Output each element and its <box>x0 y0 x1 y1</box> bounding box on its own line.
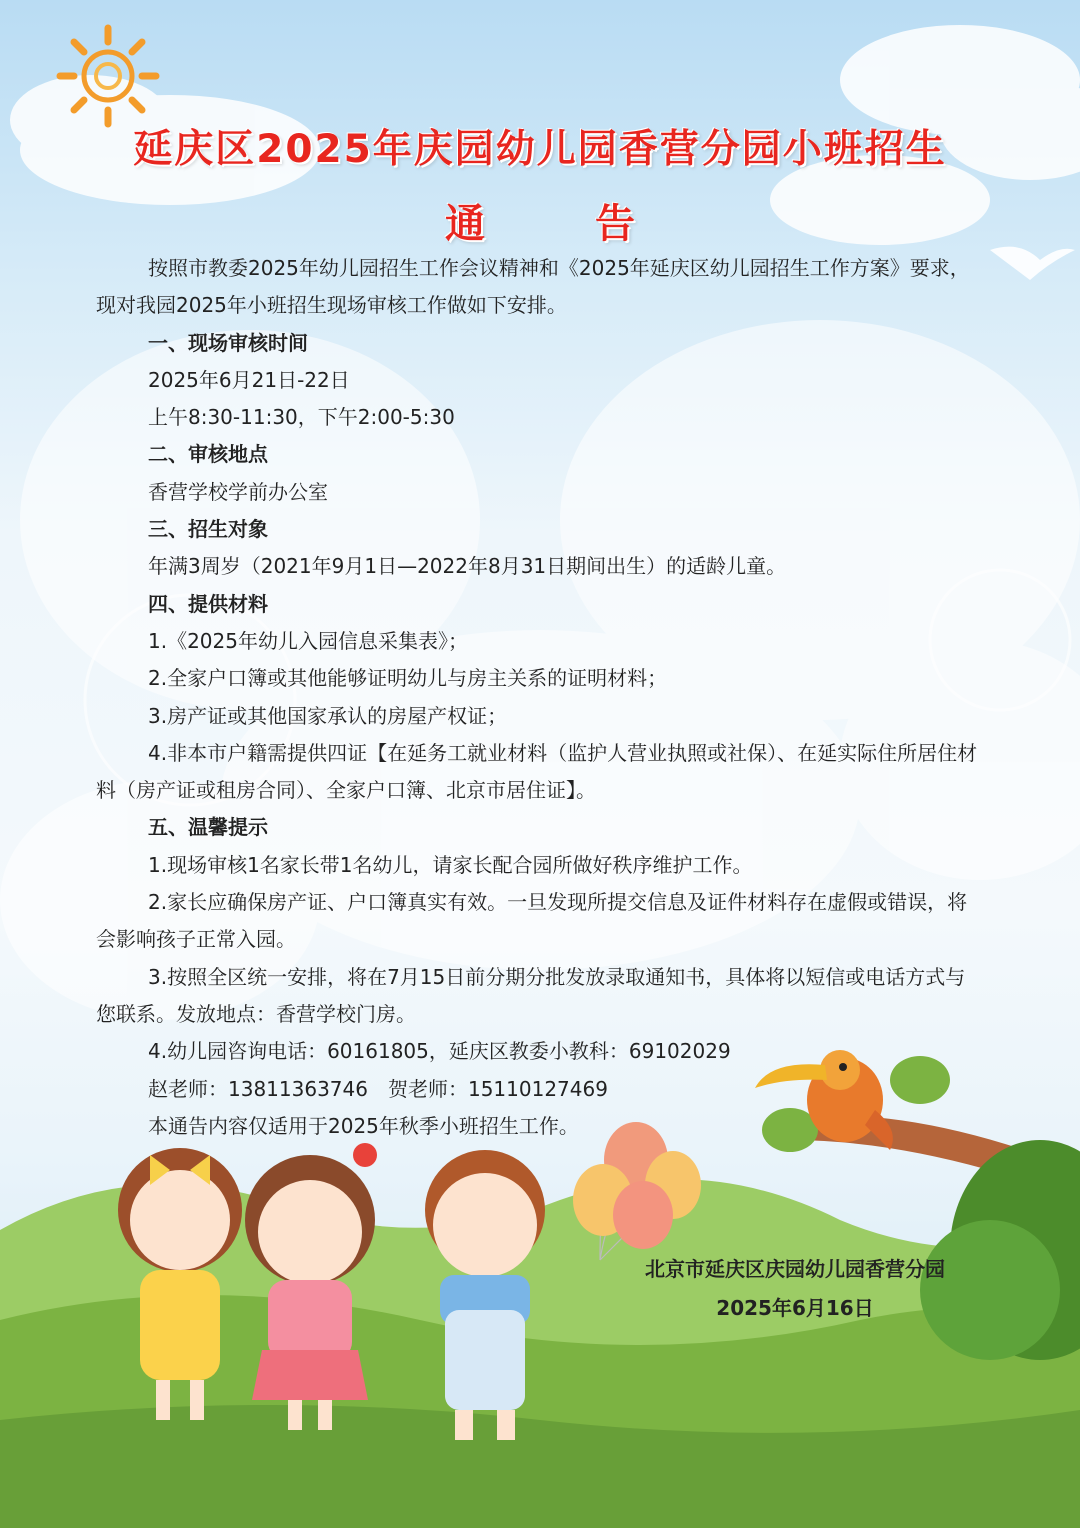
closing-note: 本通告内容仅适用于2025年秋季小班招生工作。 <box>148 1113 579 1138</box>
notice-title: 延庆区2025年庆园幼儿园香营分园小班招生 <box>133 127 947 172</box>
section-5-item-2: 2.家长应确保房产证、户口簿真实有效。一旦发现所提交信息及证件材料存在虚假或错误，将会影响孩子正常入园。 <box>96 890 968 952</box>
section-5-item-3: 3.按照全区统一安排，将在7月15日前分期分批发放录取通知书，具体将以短信或电话方式与您联系。发放地点：香营学校门房。 <box>96 964 966 1026</box>
intro-paragraph: 按照市教委2025年幼儿园招生工作会议精神和《2025年延庆区幼儿园招生工作方案》要求，现对我园2025年小班招生现场审核工作做如下安排。 <box>96 256 970 318</box>
signature-org: 北京市延庆区庆园幼儿园香营分园 <box>645 1257 945 1281</box>
section-5-item-4: 4.幼儿园咨询电话：60161805，延庆区教委小教科：69102029 <box>148 1039 731 1064</box>
section-1-date: 2025年6月21日-22日 <box>148 367 350 392</box>
section-3-target: 年满3周岁（2021年9月1日—2022年8月31日期间出生）的适龄儿童。 <box>148 554 787 579</box>
section-4-item-4: 4.非本市户籍需提供四证【在延务工就业材料（监护人营业执照或社保）、在延实际住所居住材料（房产证或租房合同）、全家户口簿、北京市居住证】。 <box>96 740 978 803</box>
section-2-heading: 二、审核地点 <box>148 442 268 467</box>
bird-icon <box>990 247 1075 280</box>
section-5-heading: 五、温馨提示 <box>148 815 268 840</box>
notice-subtitle: 通告 <box>445 201 745 247</box>
section-4-item-3: 3.房产证或其他国家承认的房屋产权证； <box>148 703 508 728</box>
section-1-hours: 上午8:30-11:30，下午2:00-5:30 <box>148 405 455 430</box>
section-4-heading: 四、提供材料 <box>148 591 268 616</box>
section-3-heading: 三、招生对象 <box>148 517 268 542</box>
section-5-item-1: 1.现场审核1名家长带1名幼儿，请家长配合园所做好秩序维护工作。 <box>148 852 753 877</box>
notice-body <box>96 250 980 1145</box>
signature-block <box>600 1250 990 1328</box>
section-2-location: 香营学校学前办公室 <box>148 479 328 504</box>
teacher-contacts: 赵老师：13811363746 贺老师：15110127469 <box>148 1076 608 1101</box>
section-4-item-2: 2.全家户口簿或其他能够证明幼儿与房主关系的证明材料； <box>148 666 668 691</box>
section-4-item-1: 1.《2025年幼儿入园信息采集表》； <box>148 628 468 653</box>
section-1-heading: 一、现场审核时间 <box>148 330 308 355</box>
sun-icon <box>60 28 156 124</box>
signature-date: 2025年6月16日 <box>716 1296 874 1320</box>
